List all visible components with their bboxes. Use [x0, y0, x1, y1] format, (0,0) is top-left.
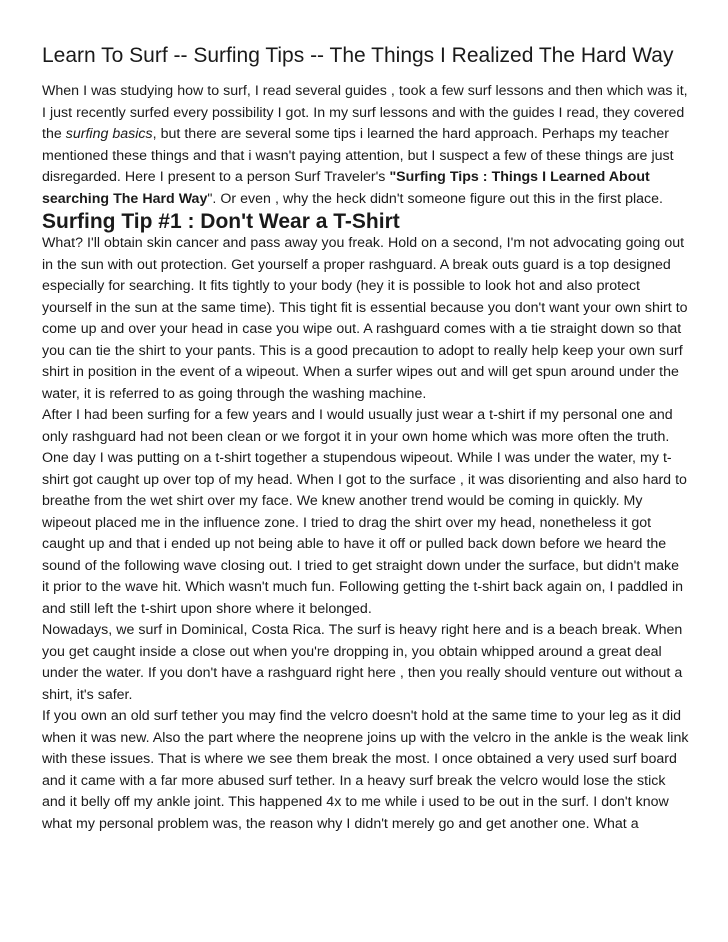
intro-text-2: , but there are several some tips i learned the hard approach. Perhaps my teacher mentioned these things and that i wasn't paying attention, but I suspect a few of these things are just disregarded. Here I present to a person Surf Traveler's — [42, 126, 674, 185]
intro-text-1: When I was studying how to surf, I read several guides , took a few surf lessons and then which was it, I just recently surfed every possibility I got. In my surf lessons and with the guides I read, they covered the — [42, 83, 688, 142]
body-paragraph-2: After I had been surfing for a few years and I would usually just wear a t-shirt if my personal one and only rashguard had not been clean or we forgot it in your own home which was more often the truth. One day I was putting on a t-shirt together a stupendous wipeout. While I was under the water, my t-shirt got caught up over top of my head. When I got to the surface , it was disorienting and also hard to breathe from the wet shirt over my face. We knew another trend would be coming in quickly. My wipeout placed me in the influence zone. I tried to drag the shirt over my head, nonetheless it got caught up and that i ended up not being able to have it off or pulled back down before we heard the sound of the following wave closing out. I tried to get straight down under the surface, but didn't make it prior to the wave hit. Which wasn't much fun. Following getting the t-shirt back again on, I paddled in and still left the t-shirt upon shore where it belonged. — [42, 407, 687, 617]
intro-bold-text: "Surfing Tips : Things I Learned About searching The Hard Way — [42, 169, 650, 207]
intro-paragraph — [42, 81, 690, 210]
document-page — [42, 44, 690, 835]
intro-text-3: ". Or even , why the heck didn't someone figure out this in the first place. — [207, 190, 663, 207]
body-paragraph-1: What? I'll obtain skin cancer and pass away you freak. Hold on a second, I'm not advocating going out in the sun with out protection. Get yourself a proper rashguard. A break outs guard is a top designed especially for searching. It fits tightly to your body (hey it is possible to look hot and also protect yourself in the sun at the same time). This tight fit is essential because you don't want your own shirt to come up and over your head in case you wipe out. A rashguard comes with a tie straight down so that you can tie the shirt to your pants. This is a good precaution to adopt to really help keep your own surf shirt in position in the event of a wipeout. When a surfer wipes out and will get spun around under the water, it is referred to as going through the washing machine. — [42, 235, 688, 402]
tip-1-heading: Surfing Tip #1 : Don't Wear a T-Shirt — [42, 210, 400, 233]
body-paragraph-4: If you own an old surf tether you may find the velcro doesn't hold at the same time to your leg as it did when it was new. Also the part where the neoprene joins up with the velcro in the ankle is the weak link with these issues. That is where we see them break the most. I once obtained a very used surf board and it came with a far more abused surf tether. In a heavy surf break the velcro would lose the stick and it belly off my ankle joint. This happened 4x to me while i used to be out in the surf. I don't know what my personal problem was, the reason why I didn't merely go and get another one. What a — [42, 708, 689, 832]
document-title: Learn To Surf -- Surfing Tips -- The Things I Realized The Hard Way — [42, 44, 674, 67]
intro-italic-text: surfing basics — [65, 126, 153, 142]
body-paragraph-3: Nowadays, we surf in Dominical, Costa Rica. The surf is heavy right here and is a beach break. When you get caught inside a close out when you're dropping in, you obtain whipped around a great deal under the water. If you don't have a rashguard right here , then you really should venture out without a shirt, it's safer. — [42, 622, 683, 703]
